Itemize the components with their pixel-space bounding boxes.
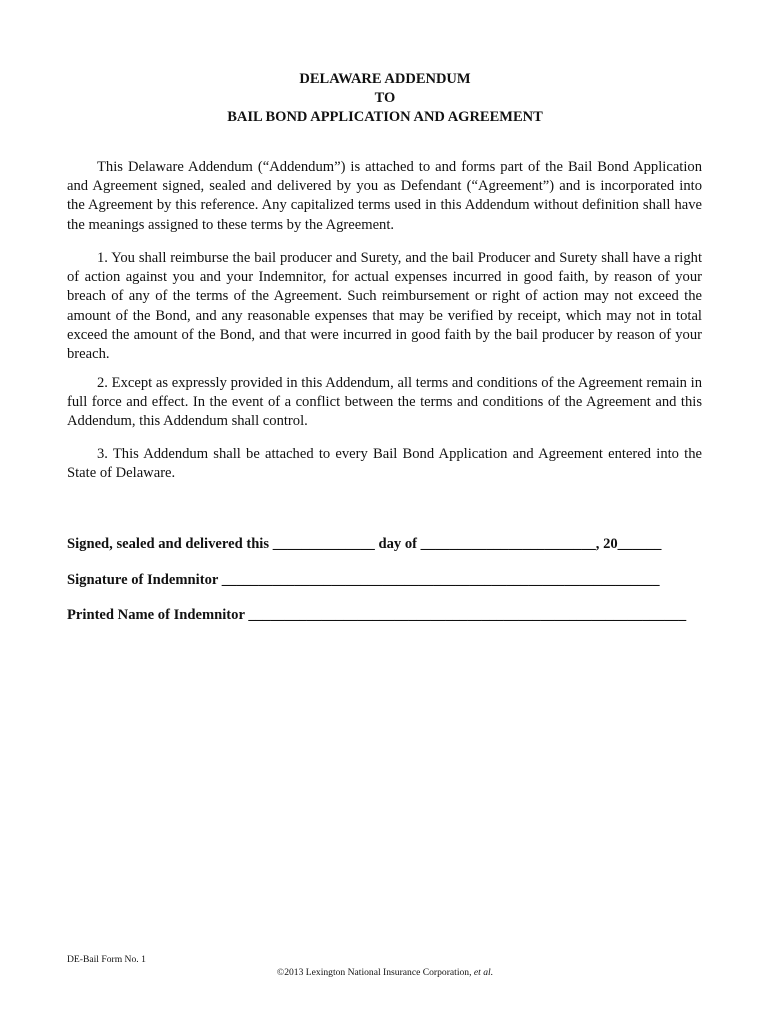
paragraph-3: 3. This Addendum shall be attached to every Bail Bond Application and Agreement entered into the State of Delaware. <box>67 446 702 482</box>
printed-name-of-indemnitor-line[interactable]: Printed Name of Indemnitor ____________________________________________________________ <box>67 607 687 623</box>
paragraph-2: 2. Except as expressly provided in this Addendum, all terms and conditions of the Agreement remain in full force and effect. In the event of a conflict between the terms and conditions of the Agreement and this Addendum, this Addendum shall control. <box>67 375 702 430</box>
copyright-et-al: et al. <box>473 967 494 978</box>
intro-paragraph: This Delaware Addendum (“Addendum”) is attached to and forms part of the Bail Bond Application and Agreement signed, sealed and delivered by you as Defendant (“Agreement”) and is incorporated into the Agreement by this reference. Any capitalized terms used in this Addendum without definition shall have the meanings assigned to these terms by the Agreement. <box>67 159 702 233</box>
copyright-notice <box>0 967 770 979</box>
document-title <box>0 70 770 127</box>
copyright-text: ©2013 Lexington National Insurance Corporation, <box>276 967 474 978</box>
signed-sealed-delivered-line[interactable]: Signed, sealed and delivered this ______________ day of ________________________, 20______ <box>67 536 662 552</box>
title-line-1: DELAWARE ADDENDUM <box>299 71 471 87</box>
signature-of-indemnitor-line[interactable]: Signature of Indemnitor ____________________________________________________________ <box>67 572 660 588</box>
title-line-2: TO <box>374 90 396 106</box>
form-number: DE-Bail Form No. 1 <box>67 954 146 965</box>
title-line-3: BAIL BOND APPLICATION AND AGREEMENT <box>227 109 543 125</box>
paragraph-1: 1. You shall reimburse the bail producer and Surety, and the bail Producer and Surety shall have a right of action against you and your Indemnitor, for actual expenses incurred in good faith, by reason of your breach of any of the terms of the Agreement. Such reimbursement or right of action may not exceed the amount of the Bond, and any reasonable expenses that may be verified by receipt, which may not in total exceed the amount of the Bond, and that were incurred in good faith by the bail producer by reason of your breach. <box>67 250 702 363</box>
